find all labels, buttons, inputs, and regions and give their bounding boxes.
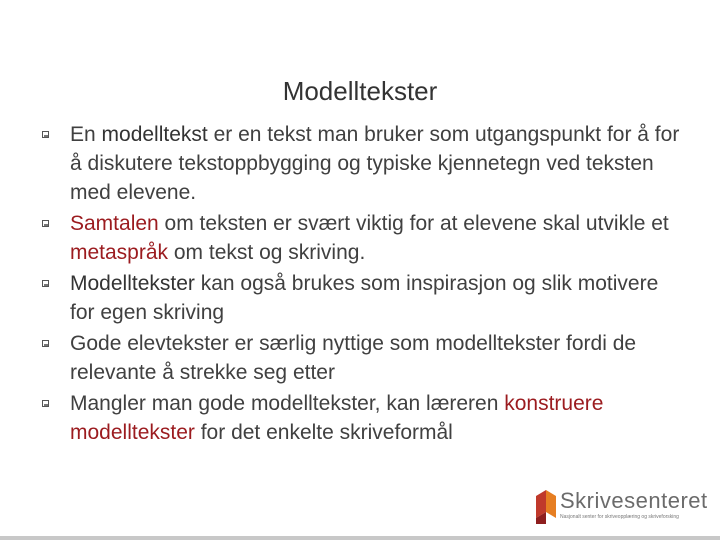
key-term: Modelltekster [70,272,195,295]
bullet-item [40,209,680,267]
square-bullet-icon [42,280,49,287]
bullet-text-segment: En [70,123,102,146]
bullet-item [40,269,680,327]
bullet-text [70,212,669,264]
bullet-item [40,389,680,447]
square-bullet-icon [42,340,49,347]
bullet-text [70,392,603,444]
bullet-text [70,272,658,324]
skrivesenteret-logo-icon [536,490,556,524]
bullet-text-segment: kan også brukes som inspirasjon og slik motivere for egen skriving [70,272,659,324]
key-term: modelltekst [101,123,208,146]
square-bullet-icon [42,220,49,227]
bullet-text-segment: for det enkelte skriveformål [194,421,453,444]
bullet-text [70,332,636,384]
skrivesenteret-logo [536,490,706,526]
slide-title: Modelltekster [282,76,438,106]
logo-tagline: Nasjonalt senter for skriveopplæring og skriveforsking [560,514,679,520]
highlighted-term: konstruere modelltekster [70,392,604,444]
square-bullet-icon [42,131,49,138]
bullet-list [40,120,680,449]
bullet-text [70,123,679,204]
square-bullet-icon [42,400,49,407]
bullet-text-segment: om tekst og skriving. [168,241,366,264]
highlighted-term: metaspråk [70,241,169,264]
bullet-text-segment: Mangler man gode modelltekster, kan læreren [70,392,505,415]
bullet-item [40,120,680,207]
bottom-divider [0,536,720,540]
bullet-text-segment: Gode elevtekster er særlig nyttige som modelltekster fordi de relevante å strekke seg etter [70,332,637,384]
bullet-text-segment: om teksten er svært viktig for at elevene skal utvikle et [158,212,669,235]
bullet-text-segment: er en tekst man bruker som utgangspunkt for å for å diskutere tekstoppbygging og typiske kjennetegn ved teksten med elevene. [70,123,680,204]
logo-name: Skrivesenteret [560,488,708,513]
bullet-item [40,329,680,387]
highlighted-term: Samtalen [70,212,159,235]
